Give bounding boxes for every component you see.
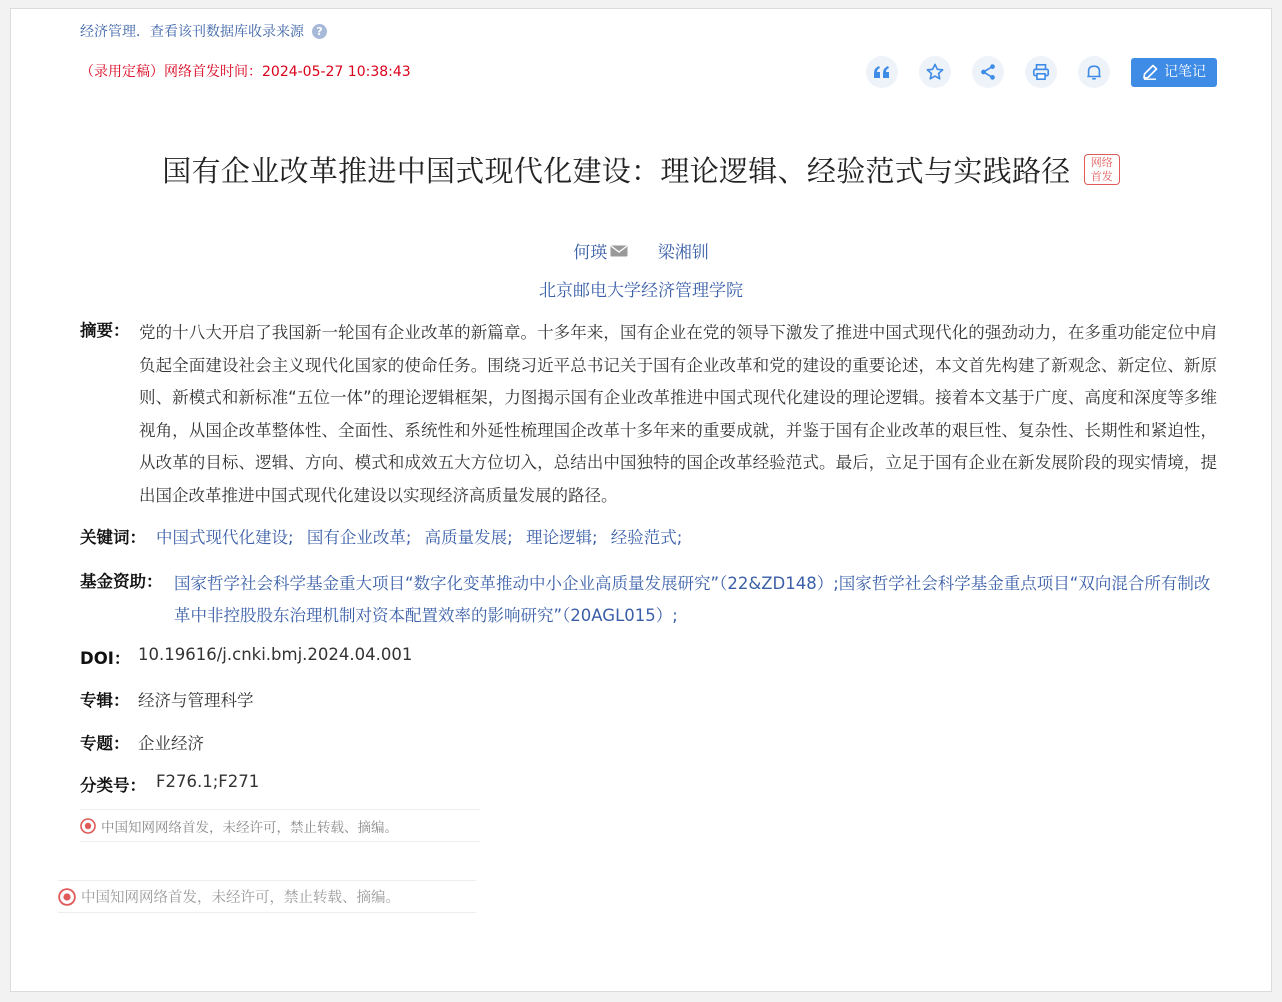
topic-label: 专题： [80,734,130,753]
keyword-list [156,524,1217,548]
breadcrumb-text[interactable]: 经济管理．查看该刊数据库收录来源 [80,24,304,40]
abstract-text: 党的十八大开启了我国新一轮国有企业改革的新篇章。十多年来，国有企业在党的领导下激发了推进中国式现代化的强劲动力，在多重功能定位中肩负起全面建设社会主义现代化国家的使命任务。围绕习近平总书记关于国有企业改革和党的建设的重要论述，本文首先构建了新观念、新定位、新原则、新模式和新标准“五位一体”的理论逻辑框架，力图揭示国有企业改革推进中国式现代化建设的理论逻辑。接着本文基于广度、高度和深度等多维视角，从国企改革整体性、全面性、系统性和外延性梳理国企改革十多年来的重要成就，并鉴于国有企业改革的艰巨性、复杂性、长期性和紧迫性，从改革的目标、逻辑、方向、模式和成效五大方位切入，总结出中国独特的国企改革经验范式。最后，立足于国有企业在新发展阶段的现实情境，提出国企改革推进中国式现代化建设以实现经济高质量发展的路径。 [139,323,1217,505]
pencil-icon [1142,64,1158,80]
topic-value: 企业经济 [138,734,204,753]
abstract-section [80,317,1217,512]
print-icon[interactable] [1025,56,1057,88]
fund-section [80,568,1217,632]
share-icon[interactable] [972,56,1004,88]
copyright-text: 中国知网网络首发，未经许可，禁止转载、摘编。 [101,819,398,836]
author-name[interactable]: 何瑛 [573,243,608,263]
copyright-notice [80,809,480,842]
classification-value: F276.1;F271 [156,772,260,791]
doi-label: DOI： [80,649,131,668]
special-value: 经济与管理科学 [138,691,254,710]
take-note-label: 记笔记 [1164,63,1206,80]
badge-line-2: 首发 [1090,170,1113,183]
online-first-time: （录用定稿）网络首发时间：2024-05-27 10:38:43 [80,64,411,80]
help-icon[interactable]: ? [312,24,327,39]
cnki-target-icon [58,888,76,906]
star-icon[interactable] [919,56,951,88]
keywords-label: 关键词： [80,528,146,547]
author-list [11,238,1271,263]
keyword-link[interactable]: 中国式现代化建设; [156,528,294,547]
fund-text[interactable]: 国家哲学社会科学基金重大项目“数字化变革推动中小企业高质量发展研究”（22&ZD148）;国家哲学社会科学基金重点项目“双向混合所有制改革中非控股股东治理机制对资本配置效率的影响研究”（20AGL015）; [174,574,1211,625]
institution-link[interactable]: 北京邮电大学经济管理学院 [539,281,743,301]
article-page [10,8,1272,992]
classification-label: 分类号： [80,776,146,795]
mail-icon[interactable] [610,245,628,257]
special-label: 专辑： [80,691,130,710]
topic-section [80,730,1217,754]
copyright-notice [58,880,476,913]
copyright-text: 中国知网网络首发，未经许可，禁止转载、摘编。 [81,890,400,906]
author-link[interactable] [573,238,628,263]
cnki-target-icon [80,818,96,834]
classification-section [80,772,1217,795]
fund-label: 基金资助： [80,572,163,591]
doi-section [80,645,1217,668]
article-title-row [11,149,1271,190]
keywords-section [80,524,1217,548]
abstract-label: 摘要： [80,321,130,340]
journal-breadcrumb[interactable] [80,21,327,41]
bell-icon[interactable] [1078,56,1110,88]
keyword-link[interactable]: 国有企业改革; [306,528,412,547]
special-section [80,687,1217,711]
article-title: 国有企业改革推进中国式现代化建设：理论逻辑、经验范式与实践路径 [162,154,1071,188]
article-toolbar [845,56,1217,88]
keyword-link[interactable]: 经验范式; [610,528,683,547]
doi-value: 10.19616/j.cnki.bmj.2024.04.001 [138,645,413,664]
author-link[interactable] [658,238,709,263]
badge-line-1: 网络 [1090,156,1113,169]
online-first-badge [1084,154,1120,185]
keyword-link[interactable]: 理论逻辑; [525,528,598,547]
author-name[interactable]: 梁湘钏 [657,243,709,263]
take-note-button[interactable] [1131,58,1217,87]
quote-icon[interactable] [866,56,898,88]
keyword-link[interactable]: 高质量发展; [424,528,513,547]
